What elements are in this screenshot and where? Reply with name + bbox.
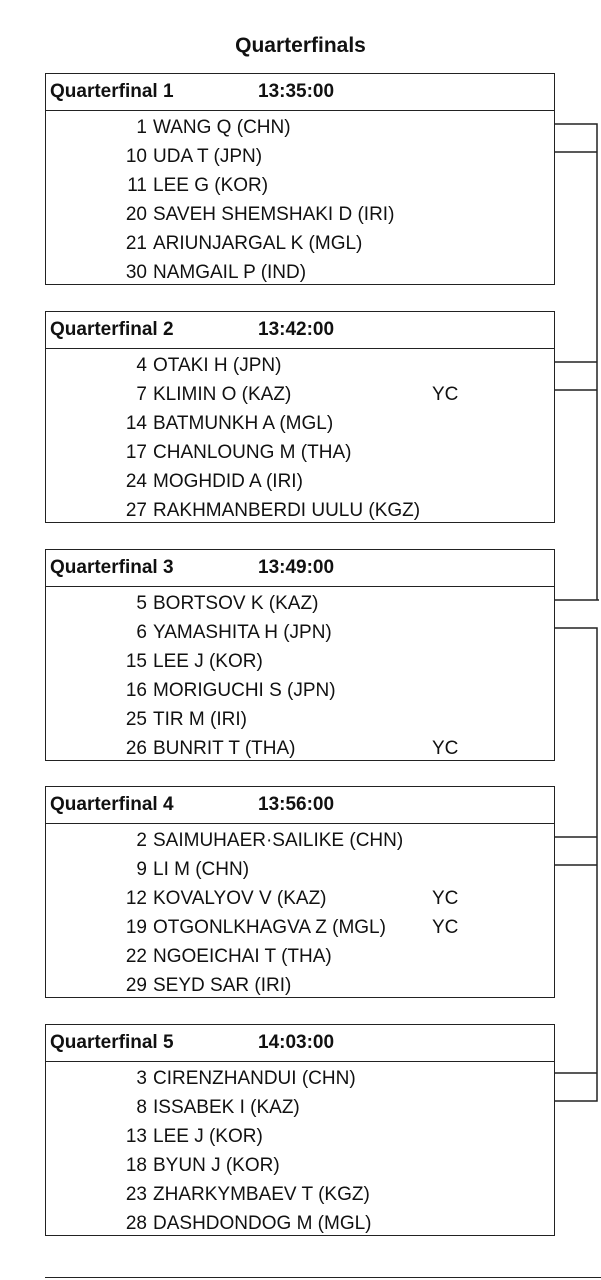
athlete-rank: 2 [136,830,147,851]
athlete-name: SAIMUHAER·SAILIKE (CHN) [153,830,404,851]
athlete-rank: 6 [136,622,147,643]
athlete-rank: 8 [136,1097,147,1118]
athlete-name: UDA T (JPN) [153,146,263,167]
quarterfinal-time: 13:42:00 [258,319,335,340]
athlete-rank: 11 [127,175,147,196]
athlete-rank: 29 [125,975,147,996]
athlete-rank: 27 [125,500,147,521]
athlete-name: RAKHMANBERDI UULU (KGZ) [153,500,421,521]
athlete-name: OTAKI H (JPN) [153,355,282,376]
athlete-rank: 24 [125,471,147,492]
athlete-name: BORTSOV K (KAZ) [153,593,319,614]
athlete-rank: 7 [136,384,147,405]
athlete-name: YAMASHITA H (JPN) [153,622,332,643]
athlete-rank: 25 [125,709,147,730]
athlete-name: SAVEH SHEMSHAKI D (IRI) [153,204,395,225]
athlete-rank: 14 [125,413,147,434]
quarterfinal-name: Quarterfinal 2 [50,319,174,340]
athlete-name: ARIUNJARGAL K (MGL) [153,233,363,254]
athlete-rank: 20 [125,204,147,225]
card-badge: YC [432,738,459,759]
card-badge: YC [432,384,459,405]
athlete-name: TIR M (IRI) [153,709,247,730]
athlete-rank: 17 [125,442,147,463]
athlete-name: MORIGUCHI S (JPN) [153,680,336,701]
athlete-name: WANG Q (CHN) [153,117,291,138]
athlete-name: CIRENZHANDUI (CHN) [153,1068,356,1089]
athlete-name: MOGHDID A (IRI) [153,471,303,492]
athlete-name: OTGONLKHAGVA Z (MGL) [153,917,386,938]
athlete-rank: 19 [125,917,147,938]
athlete-rank: 26 [125,738,147,759]
athlete-name: NAMGAIL P (IND) [153,262,307,283]
athlete-name: ZHARKYMBAEV T (KGZ) [153,1184,370,1205]
athlete-rank: 1 [136,117,147,138]
athlete-rank: 30 [125,262,147,283]
athlete-rank: 9 [136,859,147,880]
athlete-name: ISSABEK I (KAZ) [153,1097,300,1118]
athlete-name: KLIMIN O (KAZ) [153,384,292,405]
athlete-name: BUNRIT T (THA) [153,738,296,759]
page-title: Quarterfinals [235,34,366,57]
athlete-rank: 22 [125,946,147,967]
quarterfinal-name: Quarterfinal 1 [50,81,174,102]
athlete-rank: 15 [125,651,147,672]
bottom-divider [45,1277,601,1278]
athlete-rank: 13 [125,1126,147,1147]
athlete-name: BYUN J (KOR) [153,1155,280,1176]
quarterfinal-time: 13:35:00 [258,81,335,102]
athlete-rank: 3 [136,1068,147,1089]
quarterfinal-name: Quarterfinal 3 [50,557,174,578]
athlete-name: KOVALYOV V (KAZ) [153,888,327,909]
athlete-name: CHANLOUNG M (THA) [153,442,352,463]
athlete-rank: 12 [125,888,147,909]
quarterfinal-time: 13:56:00 [258,794,335,815]
athlete-rank: 4 [136,355,147,376]
athlete-name: LEE G (KOR) [153,175,269,196]
athlete-rank: 5 [136,593,147,614]
athlete-rank: 18 [125,1155,147,1176]
athlete-name: SEYD SAR (IRI) [153,975,292,996]
athlete-name: LI M (CHN) [153,859,250,880]
athlete-rank: 23 [125,1184,147,1205]
athlete-rank: 28 [125,1213,147,1234]
quarterfinal-time: 13:49:00 [258,557,335,578]
athlete-name: NGOEICHAI T (THA) [153,946,332,967]
athlete-rank: 21 [125,233,147,254]
quarterfinal-time: 14:03:00 [258,1032,335,1053]
athlete-name: LEE J (KOR) [153,1126,263,1147]
quarterfinal-name: Quarterfinal 4 [50,794,174,815]
quarterfinal-name: Quarterfinal 5 [50,1032,174,1053]
card-badge: YC [432,917,459,938]
athlete-name: LEE J (KOR) [153,651,263,672]
athlete-name: BATMUNKH A (MGL) [153,413,334,434]
athlete-rank: 16 [125,680,147,701]
athlete-name: DASHDONDOG M (MGL) [153,1213,372,1234]
athlete-rank: 10 [125,146,147,167]
card-badge: YC [432,888,459,909]
